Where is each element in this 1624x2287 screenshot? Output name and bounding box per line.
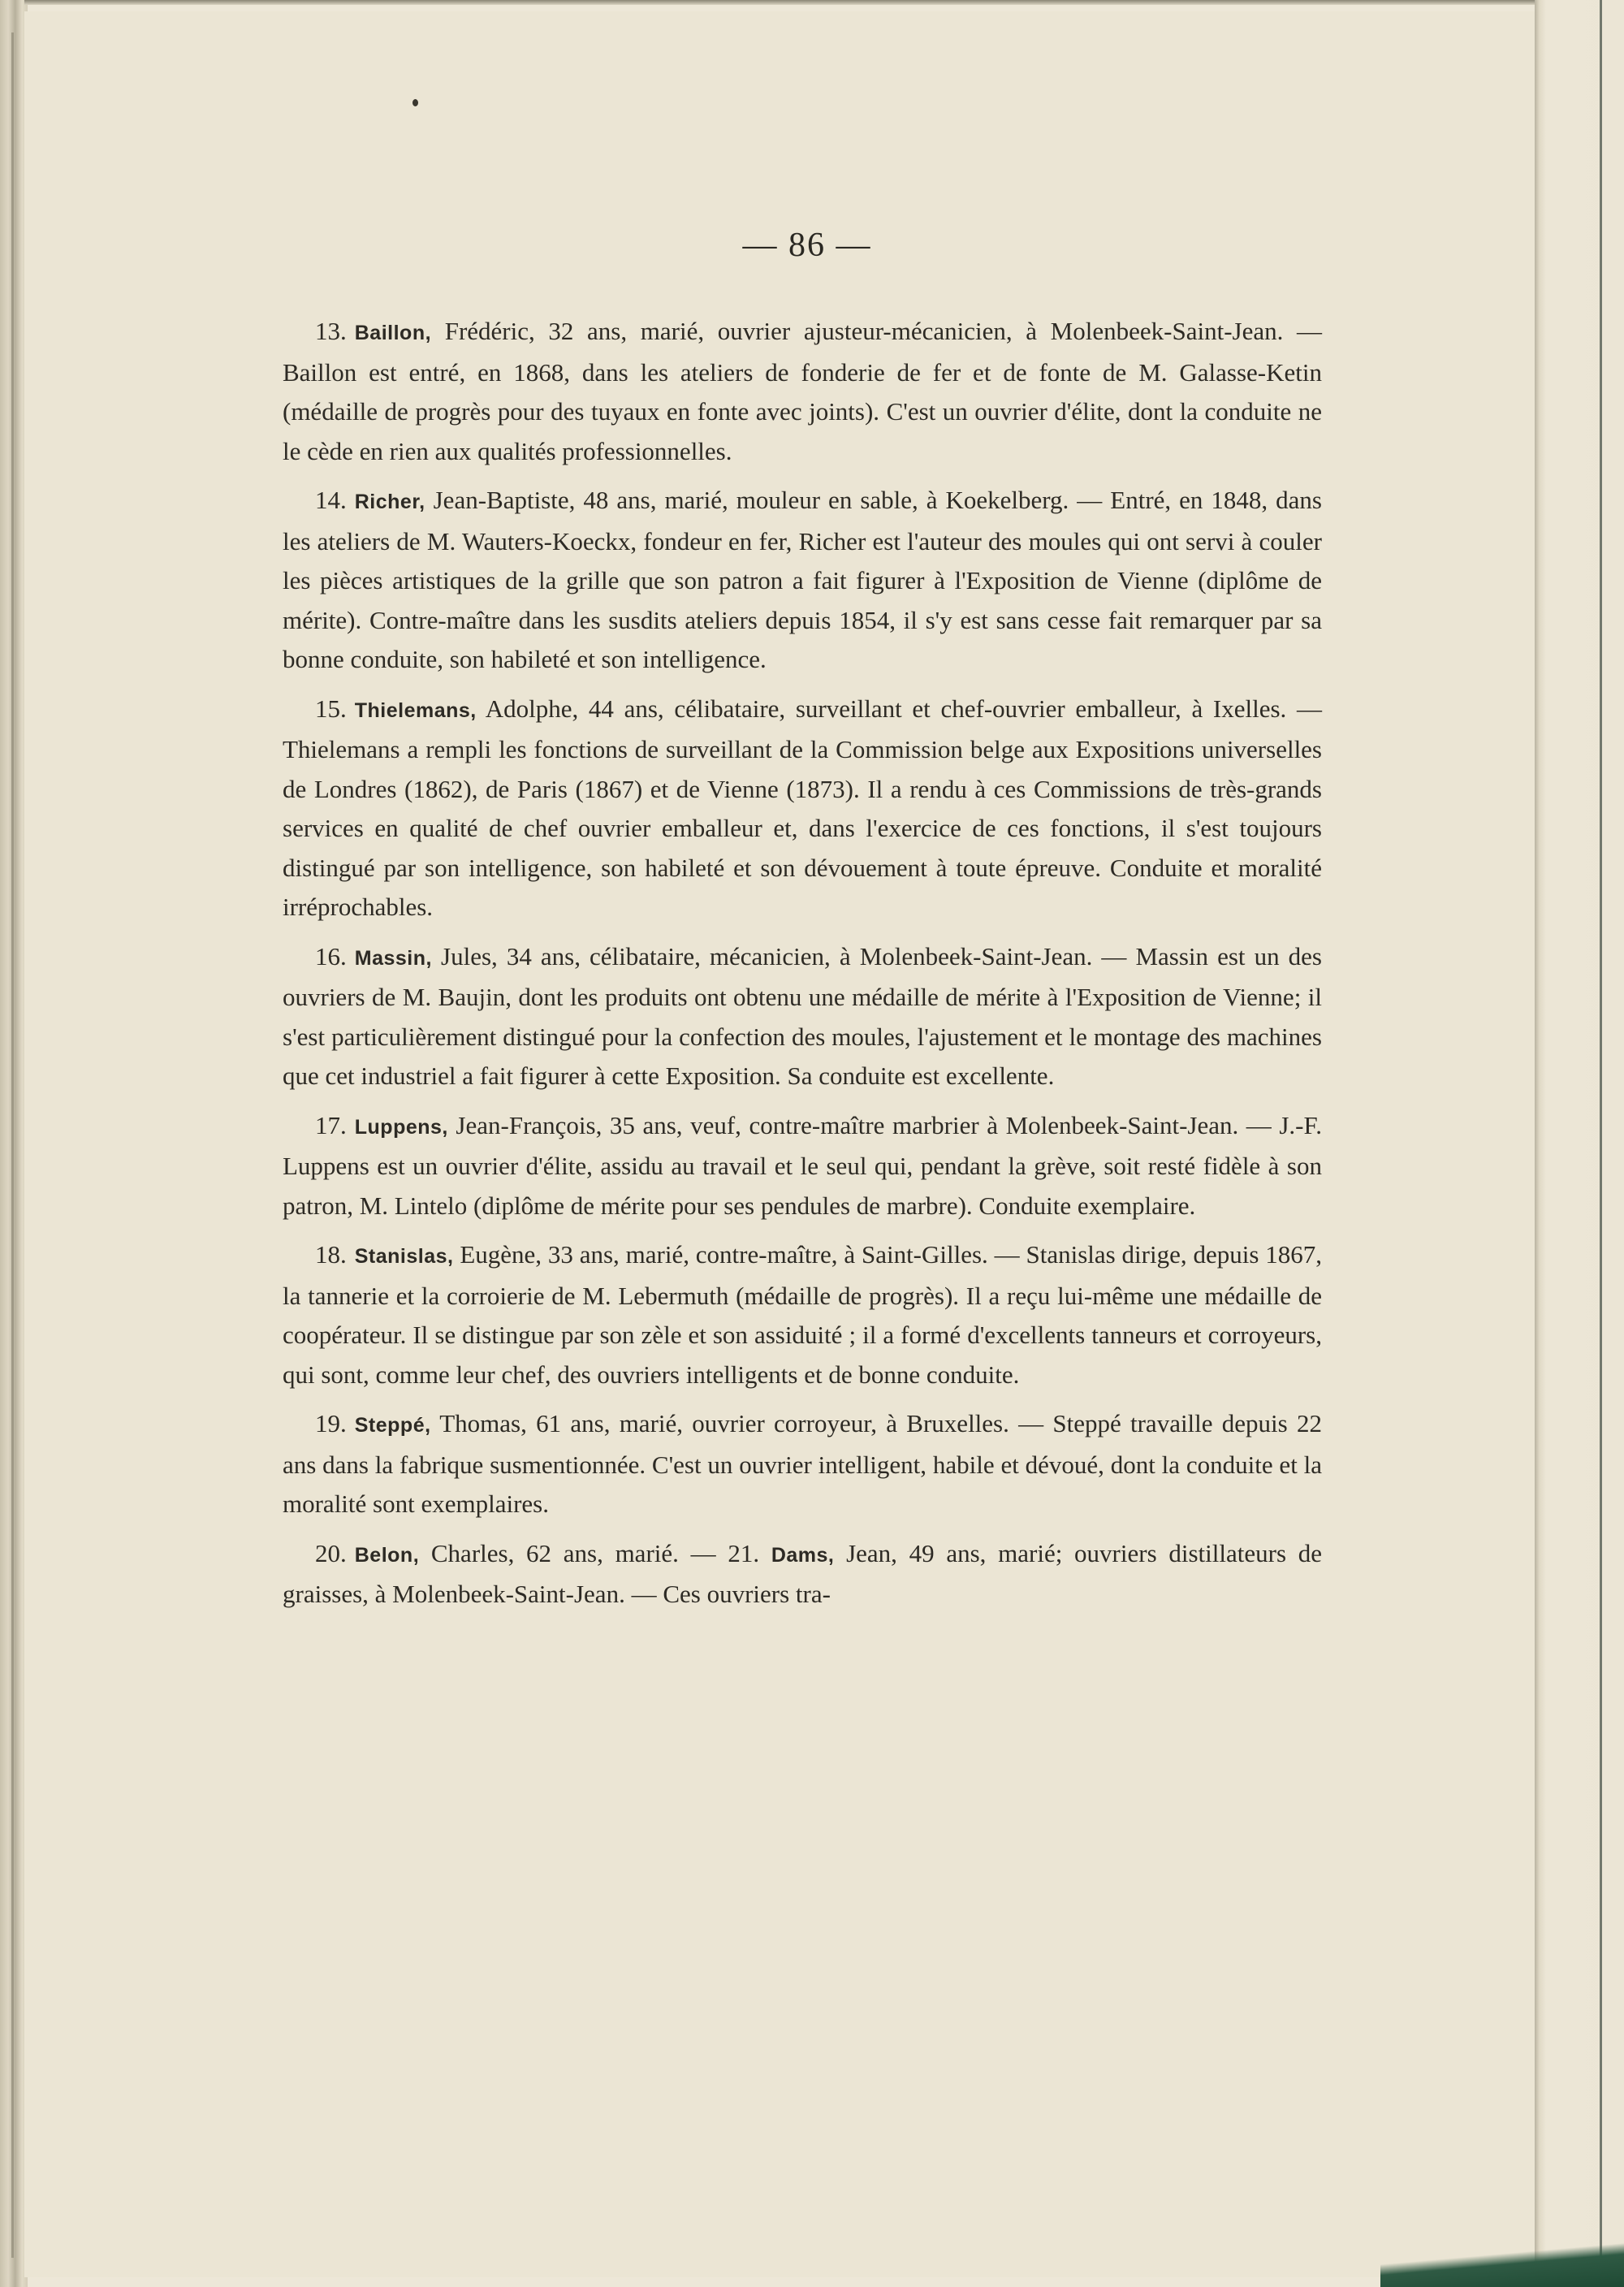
cover-cloth-corner bbox=[1380, 2235, 1624, 2287]
print-speck bbox=[412, 99, 418, 106]
entry-text: Jean-Baptiste, 48 ans, marié, mouleur en sable, à Koekelberg. — Entré, en 1848, dans les ateliers de M. Wauters-Koeckx, fondeur en fer, Richer est l'auteur des moules qui ont servi à couler les pièces artistiques de la grille que son patron a fait figurer à l'Exposition de Vienne (diplôme de mérite). Contre-maître dans les susdits ateliers depuis 1854, il s'y est sans cesse fait remarquer par sa bonne conduite, son habileté et son intelligence. bbox=[283, 486, 1322, 673]
entry-text: Eugène, 33 ans, marié, contre-maître, à Saint-Gilles. — Stanislas dirige, depuis 1867, la tannerie et la corroierie de M. Lebermuth (médaille de progrès). Il a reçu lui-même une médaille de coopérateur. Il se distingue par son zèle et son assiduité ; il a formé d'excellents tanneurs et corroyeurs, qui sont, comme leur chef, des ouvriers intelligents et de bonne conduite. bbox=[283, 1240, 1322, 1389]
entry-name: Baillon, bbox=[354, 322, 432, 344]
entry-13 bbox=[283, 312, 1322, 471]
entry-name: Richer, bbox=[354, 491, 425, 513]
entry-16 bbox=[283, 937, 1322, 1096]
entry-name: Thielemans, bbox=[354, 698, 477, 722]
entry-text: Jean-François, 35 ans, veuf, contre-maître marbrier à Molenbeek-Saint-Jean. — J.-F. Luppens est un ouvrier d'élite, assidu au travail et le seul qui, pendant la grève, soit resté fidèle à son patron, M. Lintelo (diplôme de mérite pour ses pendules de marbre). Conduite exemplaire. bbox=[283, 1110, 1322, 1220]
entry-number: 18. bbox=[315, 1240, 347, 1269]
entry-text: Adolphe, 44 ans, célibataire, surveillant et chef-ouvrier emballeur, à Ixelles. — Thielemans a rempli les fonctions de surveillant de la Commission belge aux Expositions universelles de Londres (1862), de Paris (1867) et de Vienne (1873). Il a rendu à ces Commissions de très-grands services en qualité de chef ouvrier emballeur et, dans l'exercice de ces fonctions, il s'est toujours distingué par son intelligence, son habileté et son dévouement à toute épreuve. Conduite et moralité irréprochables. bbox=[283, 694, 1322, 921]
book-cover-edge bbox=[1535, 0, 1624, 2287]
entry-number: 13. bbox=[315, 317, 347, 345]
entry-number: 17. bbox=[315, 1110, 347, 1139]
entry-name: Belon, bbox=[354, 1543, 420, 1567]
entry-name: Steppé, bbox=[354, 1414, 431, 1437]
entry-number: 16. bbox=[315, 941, 347, 971]
entry-19 bbox=[283, 1404, 1322, 1524]
entry-17 bbox=[283, 1106, 1322, 1226]
entry-text-secondary: Jean, 49 ans, marié; ouvriers distillateurs de graisses, à Molenbeek-Saint-Jean. — Ces ouvriers tra- bbox=[283, 1538, 1322, 1608]
entry-15 bbox=[283, 690, 1322, 927]
entry-number: 15. bbox=[315, 694, 347, 723]
entry-number: 14. bbox=[315, 486, 347, 514]
entry-number: 19. bbox=[315, 1409, 347, 1437]
page-body bbox=[283, 312, 1322, 1624]
page-number: — 86 — bbox=[742, 227, 872, 264]
entry-text: Jules, 34 ans, célibataire, mécanicien, à Molenbeek-Saint-Jean. — Massin est un des ouvriers de M. Baujin, dont les produits ont obtenu une médaille de mérite à l'Exposition de Vienne; il s'est particulièrement distingué pour la confection des moules, l'ajustement et le montage des machines que cet industriel a fait figurer à cette Exposition. Sa conduite est excellente. bbox=[283, 941, 1322, 1090]
entry-text: Thomas, 61 ans, marié, ouvrier corroyeur, à Bruxelles. — Steppé travaille depuis 22 ans dans la fabrique susmentionnée. C'est un ouvrier intelligent, habile et dévoué, dont la conduite et la moralité sont exemplaires. bbox=[283, 1409, 1322, 1518]
entry-18 bbox=[283, 1235, 1322, 1394]
entry-text: Charles, 62 ans, marié. — 21. bbox=[419, 1538, 771, 1567]
entry-text: Frédéric, 32 ans, marié, ouvrier ajusteur-mécanicien, à Molenbeek-Saint-Jean. — Baillon est entré, en 1868, dans les ateliers de fonderie de fer et de fonte de M. Galasse-Ketin (médaille de progrès pour des tuyaux en fonte avec joints). C'est un ouvrier d'élite, dont la conduite ne le cède en rien aux qualités professionnelles. bbox=[283, 317, 1322, 465]
entry-number: 20. bbox=[315, 1538, 347, 1567]
entry-name-secondary: Dams, bbox=[771, 1543, 835, 1567]
book-gutter-edge bbox=[0, 0, 28, 2287]
entry-name: Luppens, bbox=[354, 1115, 448, 1139]
entry-14 bbox=[283, 481, 1322, 680]
entry-name: Massin, bbox=[354, 946, 432, 970]
entry-name: Stanislas, bbox=[354, 1245, 454, 1268]
entry-20-21 bbox=[283, 1534, 1322, 1615]
page-top-edge bbox=[24, 0, 1535, 5]
